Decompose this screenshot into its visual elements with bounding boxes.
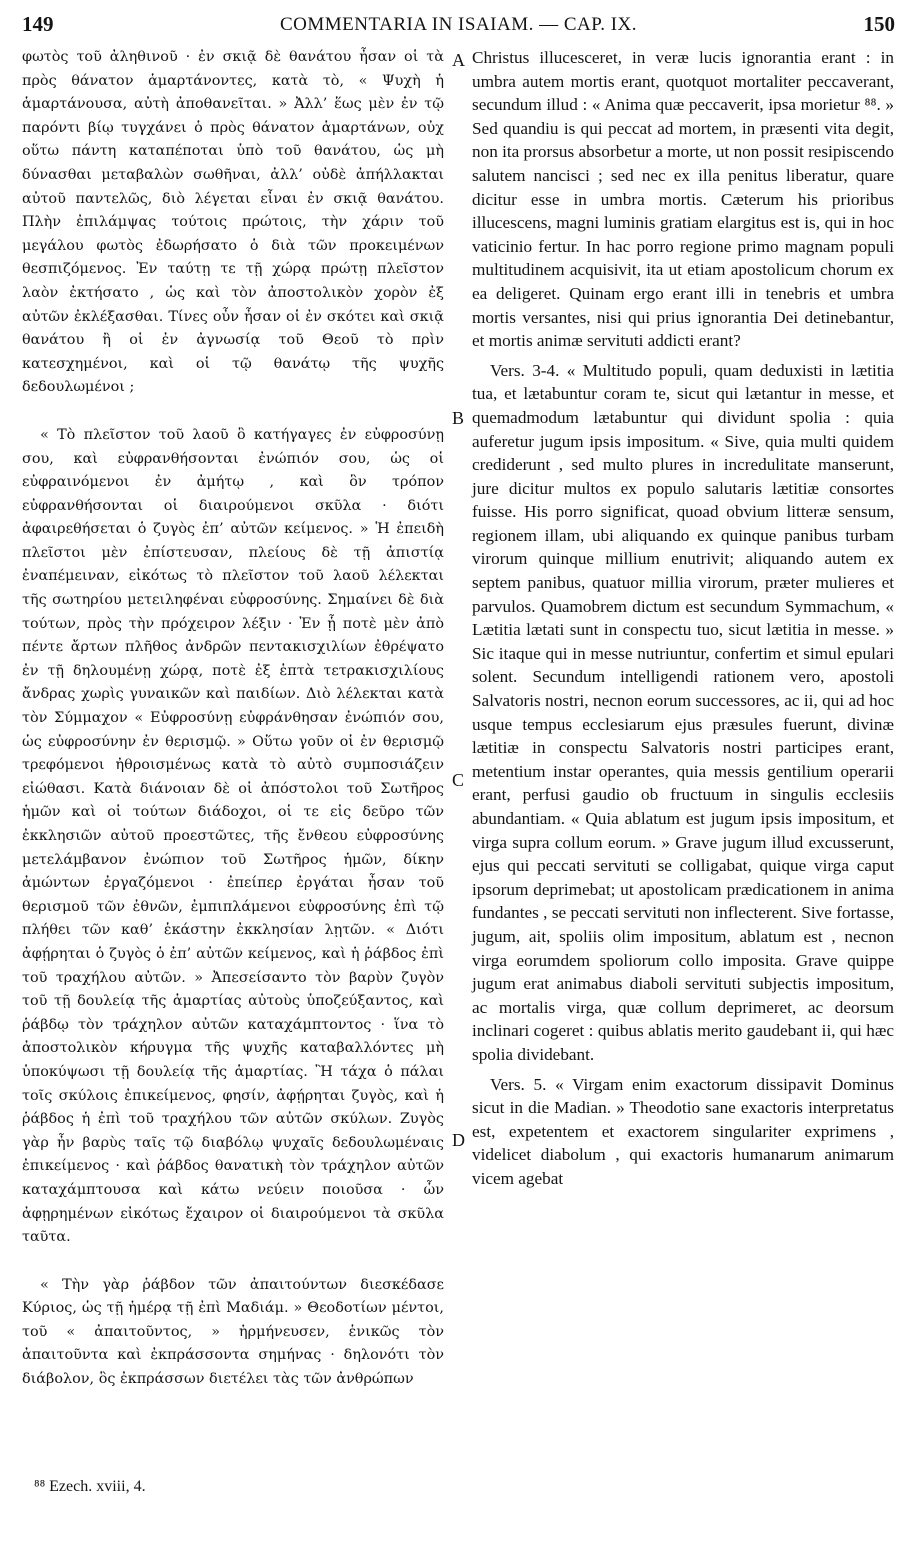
footnote: ⁸⁸ Ezech. xviii, 4. <box>34 1478 146 1495</box>
latin-paragraph: Vers. 5. « Virgam enim exactorum dissipavit Dominus sicut in die Madian. » Theodotio sane exactoris interpretatus est, expetentem et exactorem singulariter exprimens , videlicet diabolum , qui exactoris humanarum animarum vicem agebat <box>472 1074 894 1188</box>
margin-marker-d: D <box>452 1130 465 1150</box>
greek-paragraph: « Τὴν γὰρ ῥάβδον τῶν ἀπαιτούντων διεσκέδασε Κύριος, ὡς τῇ ἡμέρᾳ τῇ ἐπὶ Μαδιάμ. » Θεοδοτίων μέντοι, τοῦ « ἀπαιτοῦντος, » ἡρμήνευσεν, ἑνικῶς τὸν ἀπαιτοῦντα καὶ ἐκπράσσοντα σημήνας · δηλονότι τὸν διάβολον, ὃς ἐκπράσσων διετέλει τὰς τῶν ἀνθρώπων <box>22 1276 444 1388</box>
greek-paragraph: « Τὸ πλεῖστον τοῦ λαοῦ ὃ κατήγαγες ἐν εὐφροσύνῃ σου, καὶ εὐφρανθήσονται ἐνώπιόν σου, ὡς οἱ εὐφραινόμενοι ἐν ἀμήτῳ , καὶ ὃν τρόπον εὐφρανθήσονται οἱ διαιρούμενοι σκῦλα · διότι ἀφαιρεθήσεται ὁ ζυγὸς ἐπ’ αὐτῶν κείμενος. » Ἡ ἐπειδὴ πλεῖστοι μὲν ἐπίστευσαν, πλείους δὲ τῇ ἀπιστίᾳ ἐναπέμειναν, εἰκότως τὸ πλεῖστον τοῦ λαοῦ λέλεκται τῆς σωτηρίου μετειληφέναι εὐφροσύνης. Σημαίνει δὲ διὰ τούτων, πρὸς τὴν πρόχειρον λέξιν · Ἐν ᾗ ποτὲ μὲν ἀπὸ πέντε ἄρτων πλῆθος ἀνδρῶν πεντακισχιλίων ἐθρέψατο ἐν τῇ δηλουμένῃ χώρᾳ, ποτὲ ἐξ ἑπτὰ τετρακισχιλίους ἄνδρας χωρὶς γυναικῶν καὶ παιδίων. Διὸ λέλεκται κατὰ τὸν Σύμμαχον « Εὐφροσύνῃ εὐφράνθησαν ἐνώπιόν σου, ὡς εὐφροσύνην ἐν θερισμῷ. » Οὕτω γοῦν οἱ ἐν θερισμῷ τρεφόμενοι ἠθροισμένως κατὰ τὸ αὐτὸ συμποσιάζειν εἰώθασι. Κατὰ διάνοιαν δὲ οἱ ἀπόστολοι τοῦ Σωτῆρος ἡμῶν καὶ οἱ τούτων διάδοχοι, οἱ τε εἰς δεῦρο τῶν ἐκκλησιῶν αὐτοῦ προεστῶτες, τῆς ἔνθεου εὐφροσύνης μετελάμβανον ἐνώπιον τοῦ Σωτῆρος ἡμῶν, δίκην ἀμώντων ἐργαζόμενοι · ἐπείπερ ἐργάται ἦσαν τοῦ θερισμοῦ τῶν ἐθνῶν, ἐμπιπλάμενοι εὐφροσύνης ἐπὶ τῷ πλήθει τῶν καθ’ ἑκάστην ἐκκλησίαν λῃτῶν. « Διότι ἀφῄρηται ὁ ζυγὸς ὁ ἐπ’ αὐτῶν κείμενος, καὶ ἡ ῥάβδος ἐπὶ τοῦ τραχήλου αὐτῶν. » Ἀπεσείσαντο τὸν βαρὺν ζυγὸν τοῦ τῇ δουλείᾳ τῆς ἁμαρτίας αὐτοὺς ὑποζεύξαντος, καὶ ῥάβδῳ τὸν τράχηλον αὐτῶν καταχάμπτοντος · ἵνα τὸ ἀποστολικὸν κήρυγμα τῆς ψυχῆς καταβαλλόντες μὴ ὑποκύψωσι τῇ δουλείᾳ τῆς ἁμαρτίας. Ἢ τάχα ὁ πάλαι τοῖς σκύλοις ἐπικείμενος, φησίν, ἀφῄρηται ζυγὸς, καὶ ἡ ῥάβδος ἡ ἐπὶ τοῦ τραχήλου τῶν αὐτῶν σκύλων. Ζυγὸς γὰρ ἦν βαρὺς ταῖς τῷ διαβόλῳ ψυχαῖς δεδουλωμέναις ἐπικείμενος · καὶ ῥάβδος θανατικὴ τὸν τράχηλον αὐτῶν καταχάμπτουσα καὶ κάτω νεύειν ποιοῦσα · ὧν ἀφῃρημένων εἰκότως ἔχαιρον οἱ διαιρούμενοι τὰ σκῦλα ταῦτα. <box>22 426 444 1246</box>
margin-marker-a: A <box>452 50 465 70</box>
page-number-right: 150 <box>863 12 895 36</box>
latin-paragraph: Vers. 3-4. « Multitudo populi, quam deduxisti in lætitia tua, et lætabuntur coram te, sicut qui lætantur in messe, et quemadmodum lætabuntur qui dividunt spolia : quia auferetur jugum ipsis impositum. « Sive, quia multi quidem crediderunt , sed multo plures in incredulitate manserunt, jure dicitur multos ex populo salutaris lætitiæ consortes fuisse. His porro significat, quoad obvium litteræ sensum, regionem illam, ubi aliquando ex quinque panibus turbam virorum quinque millium enutrivit; aliquando autem ex septem panibus, quatuor millia virorum, præter mulieres et parvulos. Quamobrem dictum est secundum Symmachum, « Lætitia lætati sunt in conspectu tuo, sicut lætitia in messe. » Sic itaque qui in messe nutriuntur, confertim et simul epulari solent. Secundum intelligendi rationem vero, apostoli Salvatoris nostri, necnon eorum successores, ac ii, qui ad hoc usque tempus ecclesiarum ejus præsules fuerunt, divinæ lætitiæ in conspectu Salvatoris nostri participes erant, metentium instar operantes, quia messis gentilium operarii erant, perfusi gaudio ob fructuum in singulis ecclesiis abundantiam. « Quia ablatum est jugum ipsis impositum, et virga supra collum eorum. » Grave jugum illud excusserunt, ejus qui peccati servituti se colligabat, quique virga caput ipsorum deprimebat; ut apostolicam prædicationem in anima fundantes , se peccati servituti non inflecterent. Sive fortasse, jugum, ait, spoliis olim impositum, ablatum est , necnon virga eorumdem spoliorum collo imposita. Grave quippe jugum erat animabus diaboli servituti subjectis impositum, ac mortalis virga, quæ collum deprimeret, ac deorsum inclinari cogeret : quibus ablatis merito gaudebant ii, qui hæc spolia dividebant. <box>472 360 894 1064</box>
margin-marker-b: B <box>452 408 465 428</box>
latin-paragraph: Christus illucesceret, in veræ lucis ignorantia erant : in umbra autem mortis erant, quotquot mortaliter peccaverant, secundum illud : « Anima quæ peccaverit, ipsa morietur ⁸⁸. » Sed quandiu is qui peccat ad mortem, in præsenti vita degit, non ita prorsus absorbetur a morte, ut non possit resipiscendo salutem nancisci ; sed nec ex illa penitus liberatur, quare dicitur esse in umbra mortis. Cæterum his prioribus illucescens, magni luminis gratiam elargitus est is, qui in hoc vaticinio fertur. In hac porro regione primo magnam populi multitudinem acquisivit, ita ut etiam apostolicum chorum ex ea deligeret. Quinam ergo erant illi in tenebris et umbra mortis versantes, nisi qui prius ignorantia Dei detinebantur, et mortis animæ servituti addicti erant? <box>472 48 894 351</box>
latin-column <box>472 46 894 1191</box>
margin-marker-c: C <box>452 770 465 790</box>
running-title: COMMENTARIA IN ISAIAM. — CAP. IX. <box>280 14 637 35</box>
greek-paragraph: φωτὸς τοῦ ἀληθινοῦ · ἐν σκιᾷ δὲ θανάτου ἦσαν οἱ τὰ πρὸς θάνατον ἁμαρτάνοντες, κατὰ τὸ, « Ψυχὴ ἡ ἁμαρτάνουσα, αὐτὴ ἀποθανεῖται. » Ἀλλ’ ἕως μὲν ἐν τῷ παρόντι βίῳ τυγχάνει ὁ πρὸς θάνατον ἁμαρτάνων, οὐχ οὕτω πάντη καταπέποται ὑπὸ τοῦ θανάτου, ὡς μὴ δύνασθαι μεταβαλὼν σωθῆναι, ἀλλ’ οὐδὲ ἀπήλλακται αὐτοῦ παντελῶς, διὸ λέγεται εἶναι ἐν σκιᾷ θανάτου. Πλὴν ἐπιλάμψας τούτοις πρώτοις, τὴν χάριν τοῦ μεγάλου φωτὸς ἐδωρήσατο ὁ διὰ τῶν προκειμένων θεσπιζόμενος. Ἐν ταύτῃ τε τῇ χώρᾳ πρώτῃ πλεῖστον λαὸν ἐκτήσατο , ὡς καὶ τὸν ἀποστολικὸν χορὸν ἐξ αὐτῶν ἐκλέξασθαι. Τίνες οὖν ἦσαν οἱ ἐν σκότει καὶ σκιᾷ θανάτου ἢ οἱ ἐν ἀγνωσίᾳ τοῦ Θεοῦ τὸ πρὶν κατεσχημένοι, καὶ οἱ τῷ θανάτῳ τῆς ψυχῆς δεδουλωμένοι ; <box>22 49 444 396</box>
running-header <box>22 12 895 42</box>
greek-column <box>22 46 444 1392</box>
page-number-left: 149 <box>22 12 54 36</box>
